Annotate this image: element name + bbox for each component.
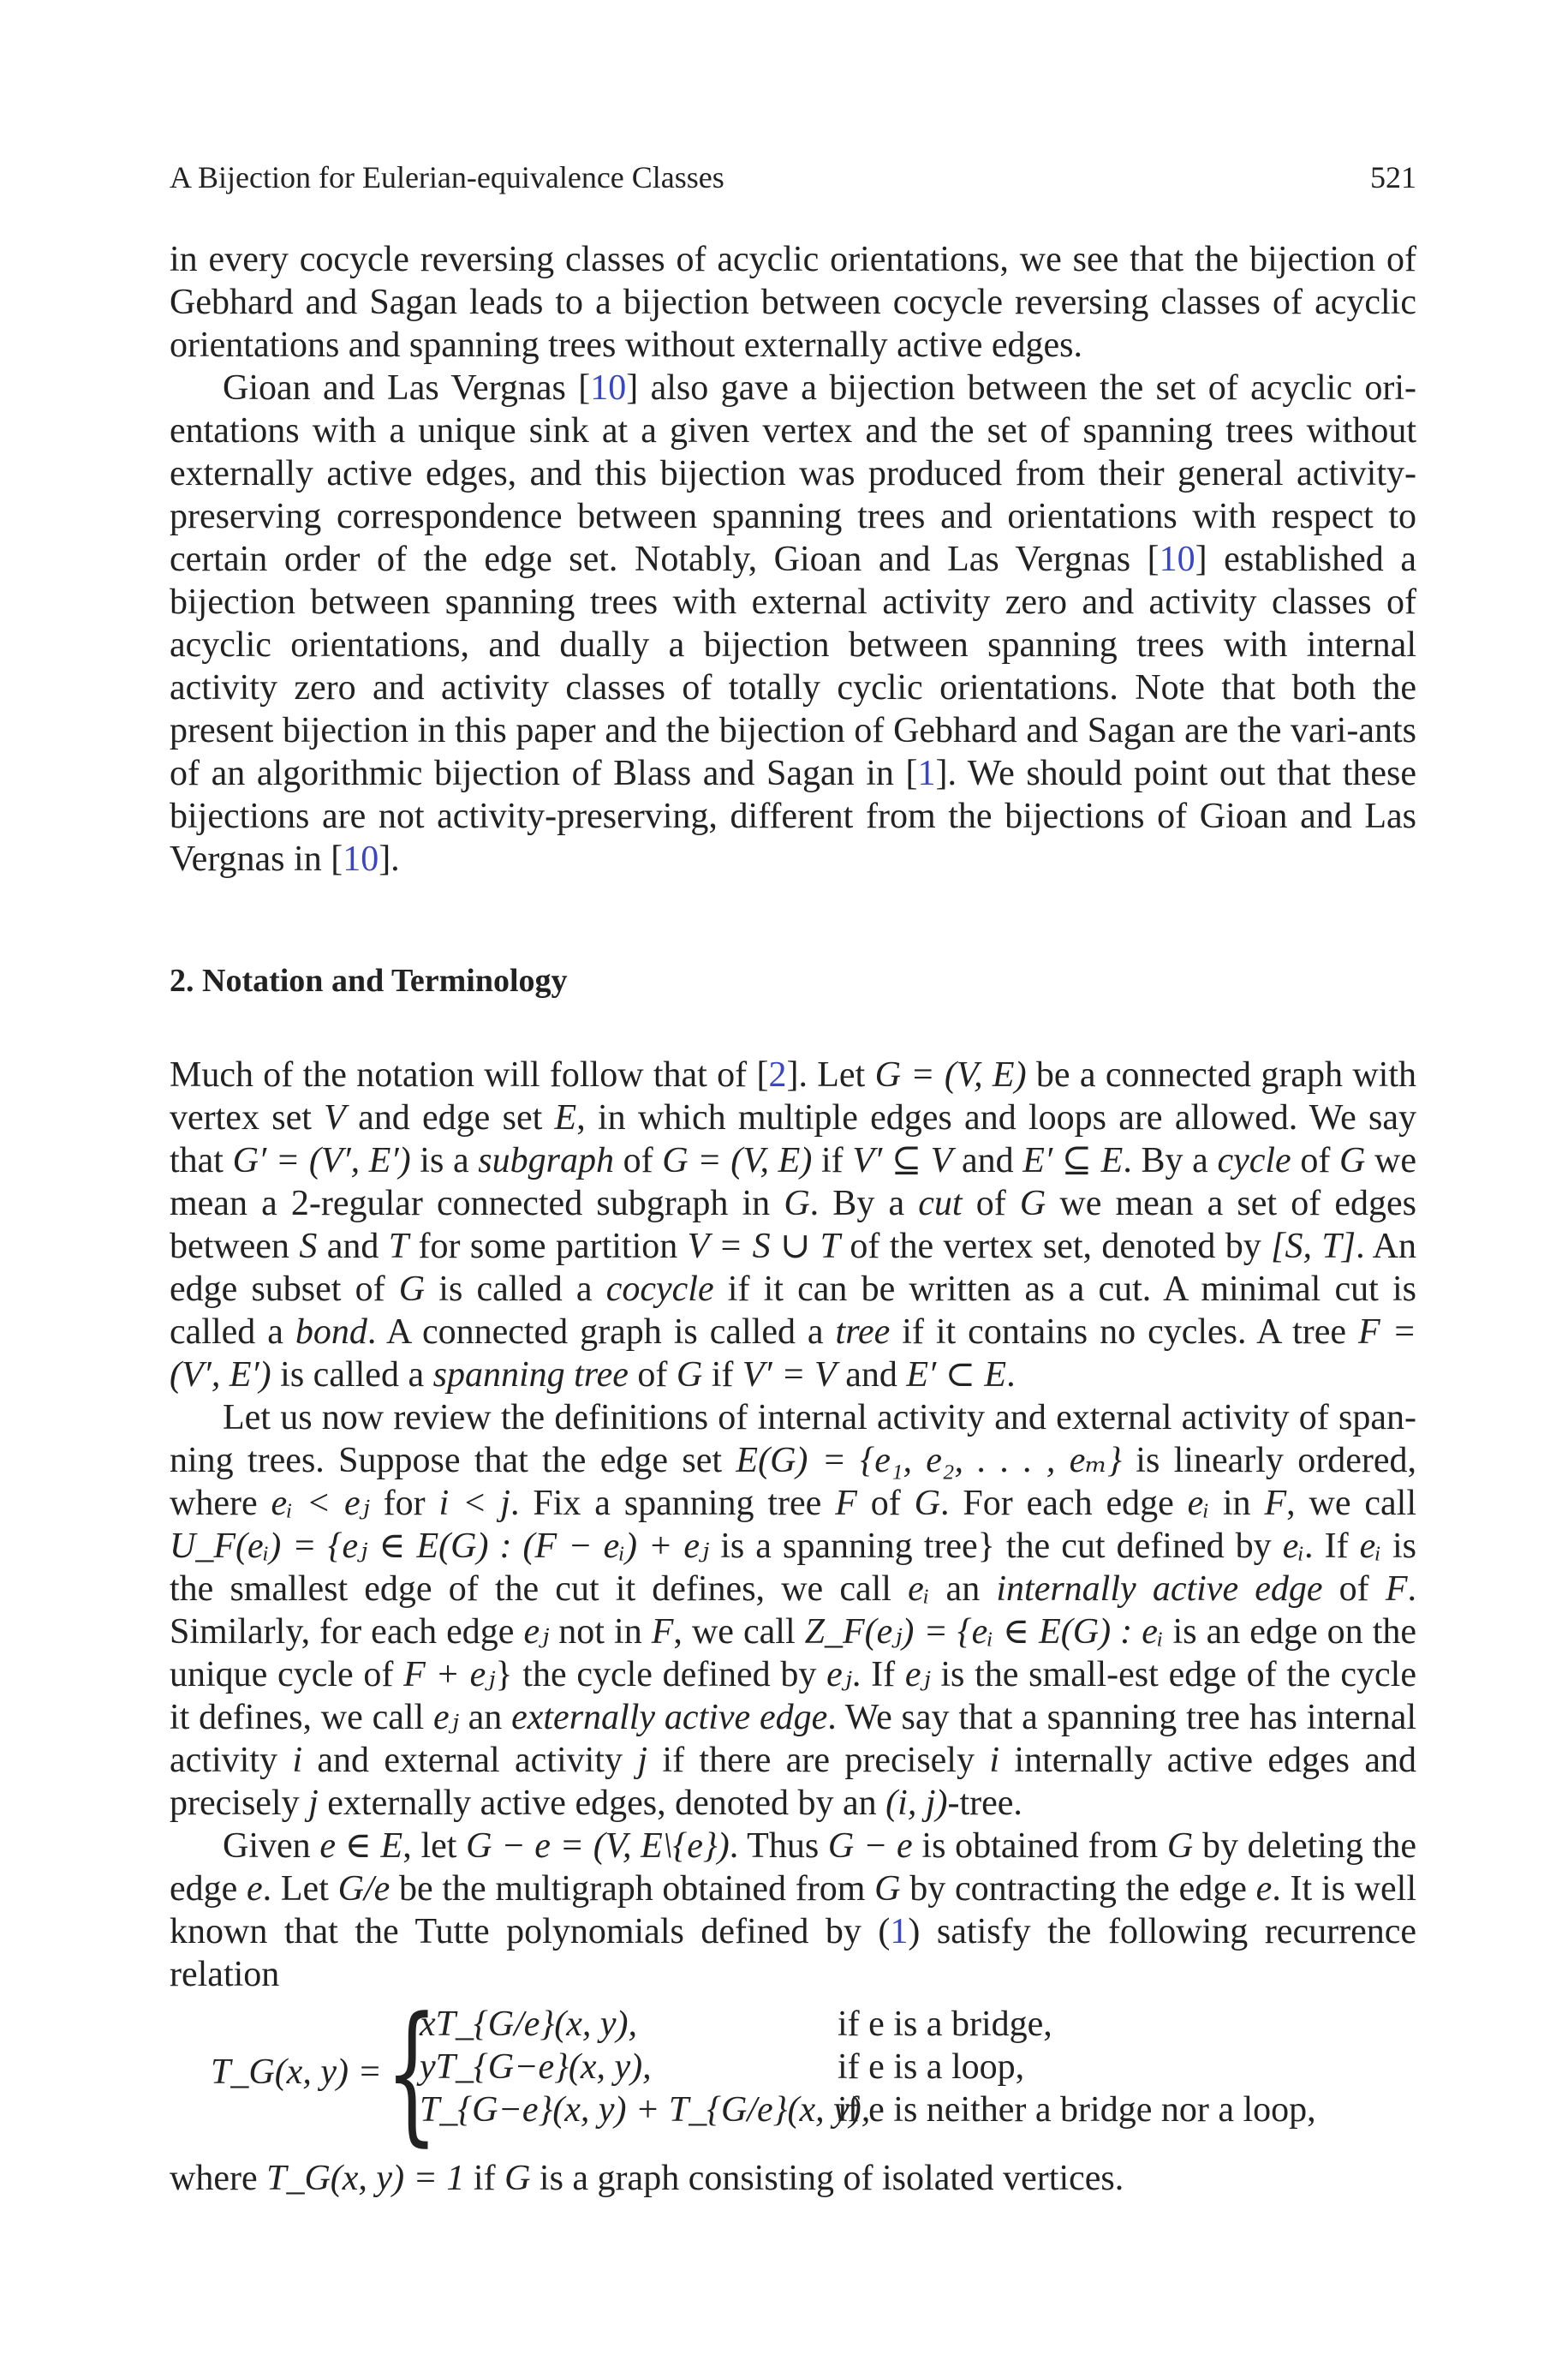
equation-condition-2: if e is a loop, <box>838 2047 1025 2087</box>
equation-condition-3: if e is neither a bridge nor a loop, <box>838 2090 1316 2130</box>
tutte-recurrence-equation <box>170 1985 1416 2160</box>
citation-link[interactable]: 2 <box>768 1055 787 1095</box>
paragraph-gioan: Gioan and Las Vergnas [10] also gave a bijection between the set of acyclic ori-entations with a unique sink at a given vertex and the set of spanning trees without externally active edges, and this bijection was produced from their general activity-preserving correspondence between spanning trees and orientations with respect to certain order of the edge set. Notably, Gioan and Las Vergnas [10] established a bijection between spanning trees with external activity zero and activity classes of acyclic orientations, and dually a bijection between spanning trees with internal activity zero and activity classes of totally cyclic orientations. Note that both the present bijection in this paper and the bijection of Gebhard and Sagan are the vari-ants of an algorithmic bijection of Blass and Sagan in [1]. We should point out that these bijections are not activity-preserving, different from the bijections of Gioan and Las Vergnas in [10]. <box>170 368 1416 879</box>
equation-lhs: T_G(x, y) = <box>211 2052 382 2092</box>
equation-case-3: T_{G−e}(x, y) + T_{G/e}(x, y), <box>420 2090 871 2130</box>
page-number: 521 <box>1370 160 1416 194</box>
page-body <box>170 238 1416 2200</box>
citation-link[interactable]: 10 <box>1159 540 1195 579</box>
paragraph-continuation: in every cocycle reversing classes of acyclic orientations, we see that the bijection of Gebhard and Sagan leads to a bijection between cocycle reversing classes of acyclic orientations and spanning trees without externally active edges. <box>170 240 1416 365</box>
equation-case-1: xT_{G/e}(x, y), <box>420 2005 637 2044</box>
running-title: A Bijection for Eulerian-equivalence Classes <box>170 160 724 194</box>
citation-link[interactable]: 10 <box>590 368 627 408</box>
paragraph-base-case: where T_G(x, y) = 1 if G is a graph consisting of isolated vertices. <box>170 2159 1124 2198</box>
equation-ref-link[interactable]: 1 <box>890 1912 909 1951</box>
paragraph-tutte: Given e ∈ E, let G − e = (V, E\{e}). Thus G − e is obtained from G by deleting the edge e. Let G/e be the multigraph obtained from G by contracting the edge e. It is well known that the Tutte polynomials defined by (1) satisfy the following recurrence relation <box>170 1826 1416 1994</box>
paragraph-notation: Much of the notation will follow that of [2]. Let G = (V, E) be a connected graph with vertex set V and edge set E, in which multiple edges and loops are allowed. We say that G′ = (V′, E′) is a subgraph of G = (V, E) if V′ ⊆ V and E′ ⊆ E. By a cycle of G we mean a 2-regular connected subgraph in G. By a cut of G we mean a set of edges between S and T for some partition V = S ∪ T of the vertex set, denoted by [S, T]. An edge subset of G is called a cocycle if it can be written as a cut. A minimal cut is called a bond. A connected graph is called a tree if it contains no cycles. A tree F = (V′, E′) is called a spanning tree of G if V′ = V and E′ ⊂ E. <box>170 1055 1416 1395</box>
section-heading: 2. Notation and Terminology <box>170 963 568 999</box>
equation-case-2: yT_{G−e}(x, y), <box>420 2047 652 2087</box>
citation-link[interactable]: 1 <box>917 754 936 793</box>
citation-link[interactable]: 10 <box>343 839 379 879</box>
left-brace: { <box>385 1985 438 2160</box>
paragraph-activity: Let us now review the definitions of internal activity and external activity of span-ning trees. Suppose that the edge set E(G) = {e₁, e₂, . . . , eₘ} is linearly ordered, where eᵢ < eⱼ for i < j. Fix a spanning tree F of G. For each edge eᵢ in F, we call U_F(eᵢ) = {eⱼ ∈ E(G) : (F − eᵢ) + eⱼ is a spanning tree} the cut defined by eᵢ. If eᵢ is the smallest edge of the cut it defines, we call eᵢ an internally active edge of F. Similarly, for each edge eⱼ not in F, we call Z_F(eⱼ) = {eᵢ ∈ E(G) : eᵢ is an edge on the unique cycle of F + eⱼ} the cycle defined by eⱼ. If eⱼ is the small-est edge of the cycle it defines, we call eⱼ an externally active edge. We say that a spanning tree has internal activity i and external activity j if there are precisely i internally active edges and precisely j externally active edges, denoted by an (i, j)-tree. <box>170 1398 1417 1823</box>
running-header <box>170 159 1416 195</box>
equation-condition-1: if e is a bridge, <box>838 2005 1052 2044</box>
